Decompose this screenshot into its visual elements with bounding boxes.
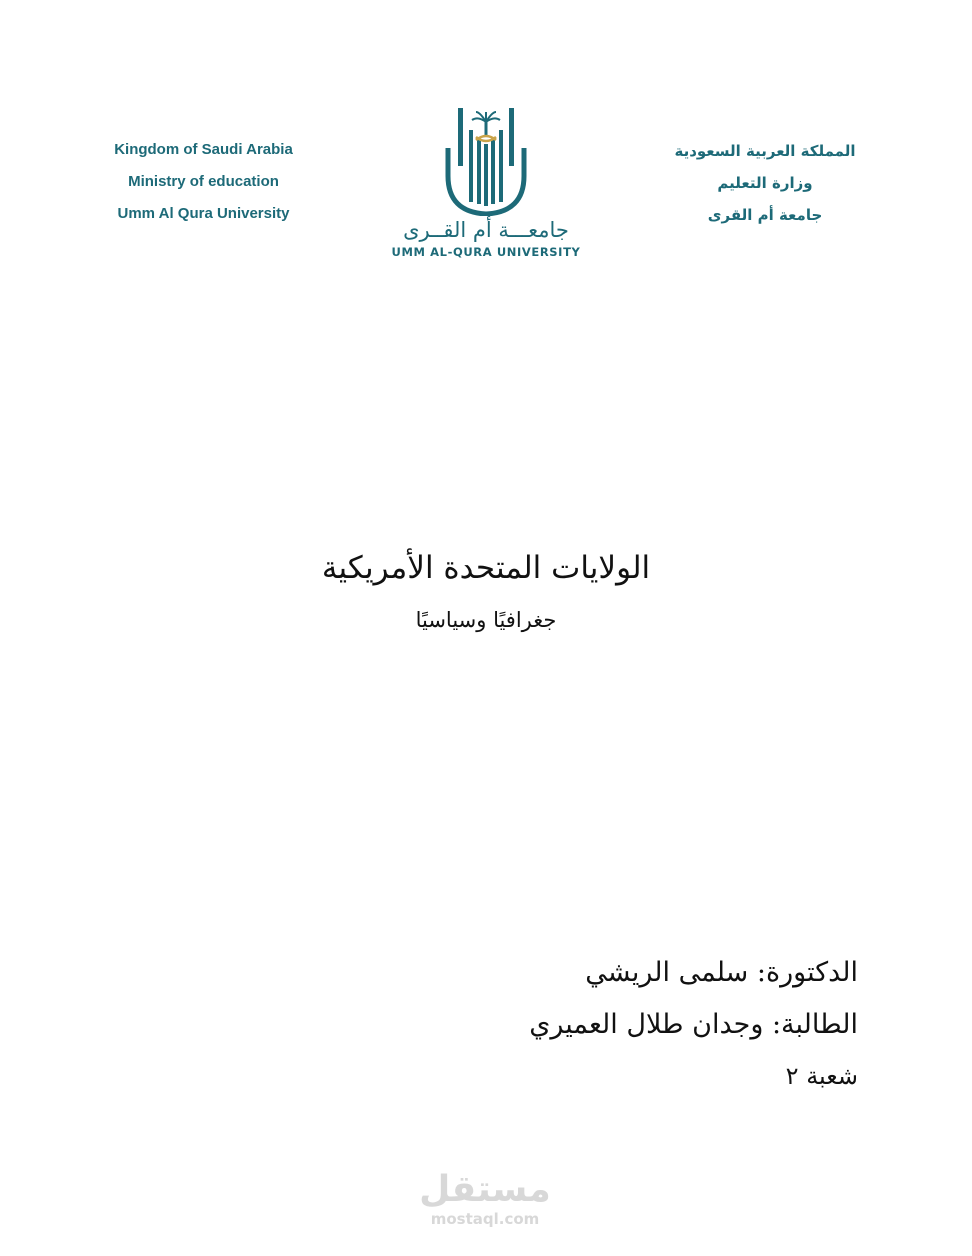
author-info <box>298 950 858 1098</box>
watermark-arabic: مستقل <box>419 1169 551 1210</box>
header-english-line-1: Kingdom of Saudi Arabia <box>114 141 293 158</box>
cover-title: الولايات المتحدة الأمريكية <box>321 550 651 586</box>
header-arabic-line-1: المملكة العربية السعودية <box>674 142 856 160</box>
student-name: الطالبة: وجدان طلال العميري <box>529 1009 858 1040</box>
header-arabic-block <box>655 138 875 234</box>
logo-arabic-text: جامعـــة أم القــرى <box>403 218 569 242</box>
header-english-line-3: Umm Al Qura University <box>117 205 290 222</box>
mostaql-watermark <box>400 1170 570 1228</box>
header-arabic-line-3: جامعة أم القرى <box>707 206 823 224</box>
logo-english-text: UMM AL-QURA UNIVERSITY <box>391 245 581 259</box>
cover-subtitle: جغرافيًا وسياسيًا <box>415 608 557 632</box>
header-english-line-2: Ministry of education <box>128 173 279 190</box>
university-emblem-icon <box>388 104 584 216</box>
university-logo <box>388 104 584 266</box>
watermark-latin: mostaql.com <box>430 1210 540 1228</box>
doctor-name: الدكتورة: سلمى الريشي <box>585 957 858 988</box>
header-arabic-line-2: وزارة التعليم <box>717 174 813 192</box>
section-number: شعبة ٢ <box>785 1062 858 1090</box>
header-english-block <box>96 138 311 234</box>
